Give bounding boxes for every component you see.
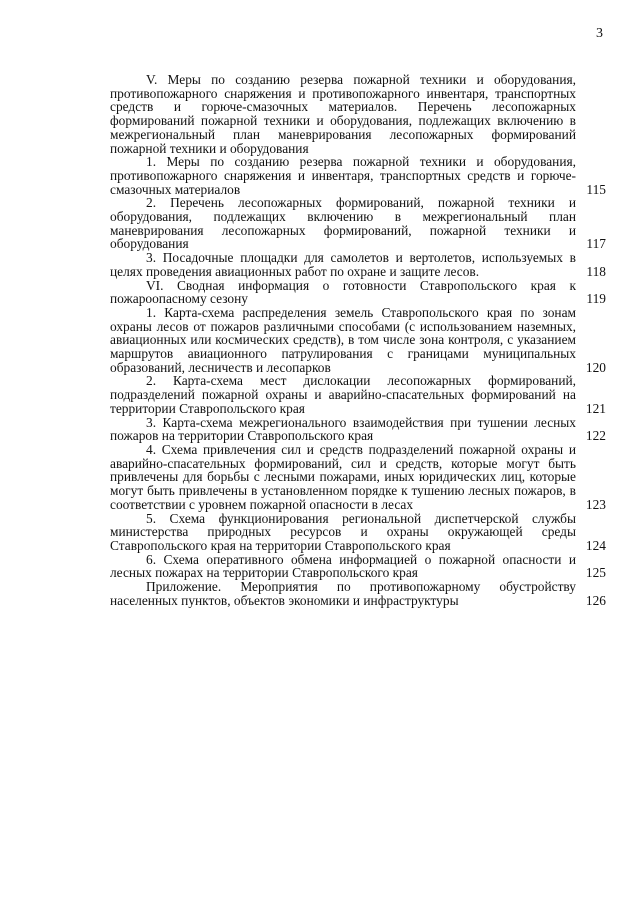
toc-entry-page: 119 bbox=[586, 291, 606, 307]
toc-entry-text: VI. Сводная информация о готовности Ставропольского края к пожароопасному сезону bbox=[110, 277, 576, 307]
toc-entry bbox=[110, 155, 606, 196]
toc-entry-page: 121 bbox=[585, 400, 606, 416]
toc-entry-page: 115 bbox=[586, 181, 606, 197]
toc-entry-text: 2. Перечень лесопожарных формирований, пожарной техники и оборудования, подлежащих включению в межрегиональный план маневрирования лесопожарных формирований, пожарной техники и оборудования bbox=[110, 195, 576, 252]
toc-entry-page: 123 bbox=[585, 496, 606, 512]
toc-entry-text: Приложение. Мероприятия по противопожарному обустройству населенных пунктов, объектов экономики и инфраструктуры bbox=[110, 579, 576, 608]
toc-entry bbox=[110, 279, 606, 306]
toc-entry-page: 120 bbox=[585, 359, 606, 375]
toc-entry bbox=[110, 251, 606, 278]
toc-entry-text: 1. Карта-схема распределения земель Ставропольского края по зонам охраны лесов от пожаров различными способами (с использованием наземных, авиационных или космических средств), в том числе зона контроля, с указанием маршрутов авиационного патрулирования с границами муниципальных образований, лесничеств и лесопарков bbox=[110, 304, 576, 375]
toc-entry bbox=[110, 512, 606, 553]
toc-entry bbox=[110, 306, 606, 375]
page-number: 3 bbox=[596, 26, 603, 41]
toc-entry-text: 3. Карта-схема межрегионального взаимодействия при тушении лесных пожаров на территории Ставропольского края bbox=[110, 414, 576, 444]
toc-entry bbox=[110, 73, 606, 155]
toc-entry-page: 122 bbox=[585, 428, 606, 444]
toc-entry-text: 4. Схема привлечения сил и средств подразделений пожарной охраны и аварийно-спасательных формирований, сил и средств, которые могут быть привлечены для борьбы с лесными пожарами, иных юридических лиц, которые могут быть привлечены в установленном порядке к тушению лесных пожаров, в соответствии с уровнем пожарной опасности в лесах bbox=[110, 441, 576, 512]
toc-entry bbox=[110, 416, 606, 443]
toc-entry bbox=[110, 443, 606, 512]
toc-entry-text: 3. Посадочные площадки для самолетов и вертолетов, используемых в целях проведения авиационных работ по охране и защите лесов. bbox=[110, 250, 576, 279]
toc-entry-text: 1. Меры по созданию резерва пожарной техники и оборудования, противопожарного снаряжения и инвентаря, транспортных средств и горюче-смазочных материалов bbox=[110, 154, 576, 197]
toc-entry bbox=[110, 374, 606, 415]
toc-entry bbox=[110, 553, 606, 580]
toc-entry bbox=[110, 196, 606, 251]
toc-entry-text: V. Меры по созданию резерва пожарной техники и оборудования, противопожарного снаряжения и противопожарного инвентаря, транспортных средств и горюче-смазочных материалов. Перечень лесопожарных формирований пожарной техники и оборудования, подлежащих включению в межрегиональный план маневрирования лесопожарных формирований пожарной техники и оборудования bbox=[110, 72, 576, 156]
toc-entry-text: 6. Схема оперативного обмена информацией о пожарной опасности и лесных пожарах на территории Ставропольского края bbox=[110, 551, 576, 581]
toc-entry bbox=[110, 580, 606, 607]
toc-entry-page: 118 bbox=[586, 263, 606, 279]
toc-entry-text: 5. Схема функционирования региональной диспетчерской службы министерства природных ресурсов и охраны окружающей среды Ставропольского края на территории Ставропольского края bbox=[110, 510, 576, 553]
toc-entry-page: 126 bbox=[585, 592, 606, 608]
toc-entry-page: 124 bbox=[585, 537, 606, 553]
toc-entry-text: 2. Карта-схема мест дислокации лесопожарных формирований, подразделений пожарной охраны и аварийно-спасательных формирований на территории Ставропольского края bbox=[110, 373, 576, 416]
toc-entry-page: 125 bbox=[585, 565, 606, 581]
table-of-contents bbox=[110, 73, 606, 607]
toc-entry-page: 117 bbox=[586, 236, 606, 252]
